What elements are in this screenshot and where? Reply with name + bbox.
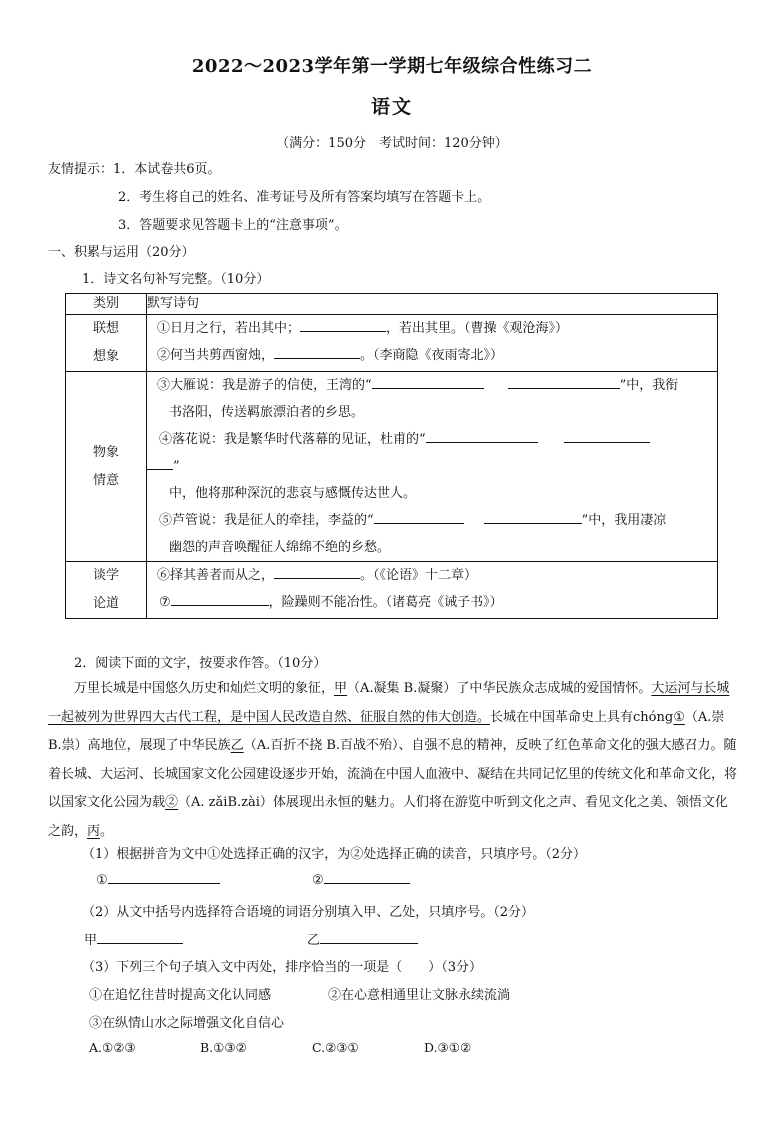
blank-bing: 丙 (87, 823, 101, 839)
table-row (66, 562, 718, 619)
answer-blank[interactable] (426, 430, 538, 443)
header-category: 类别 (66, 294, 147, 315)
answer-blank[interactable] (484, 511, 582, 524)
tip-item: 1．本试卷共6页。 (113, 162, 221, 177)
poem-line (147, 562, 717, 589)
table-row (66, 315, 718, 372)
line-text: ④落花说：我是繁华时代落幕的见证，杜甫的“ (159, 432, 426, 447)
answer-label: ① (96, 873, 108, 888)
passage-text: （A.百折不挠 B.百战不殆）、自强不息的精神，反映了红色革命文化的强大感召力。随着长城、大运河、长城国家文化公园建设逐步开始，流淌在中国人血液中、凝结在共同记忆里的传统文化和革命文化，将以国家文化公园为载 (48, 738, 738, 810)
line-text: 幽怨的声音唤醒征人绵绵不绝的乡愁。 (169, 540, 391, 555)
question-1-prompt: 1．诗文名句补写完整。（10分） (82, 272, 270, 287)
line-text: ⑦ (159, 595, 171, 610)
line-text: ，若出其里。（曹操《观沧海》） (386, 321, 569, 336)
poem-line (147, 372, 717, 399)
answer-blank[interactable] (374, 511, 464, 524)
answer-blank[interactable] (372, 376, 484, 389)
category-line: 想象 (92, 349, 119, 364)
exam-meta: （满分：150分 考试时间：120分钟） (276, 136, 508, 151)
line-text: 。（《论语》十二章） (360, 568, 478, 583)
poem-table (65, 293, 718, 619)
passage-text: 万里长城是中国悠久历史和灿烂文明的象征， (74, 681, 335, 696)
poem-line (147, 507, 717, 534)
blank-2: ② (165, 795, 179, 810)
line-text: ②何当共剪西窗烛， (157, 348, 275, 363)
exam-title: 2022～2023学年第一学期七年级综合性练习二 (191, 56, 593, 77)
answer-blank[interactable] (108, 871, 220, 884)
poem-line (147, 426, 717, 453)
line-text: ” (173, 459, 180, 474)
poem-line (147, 342, 717, 369)
option-sentence: ①在追忆往昔时提高文化认同感 (89, 988, 272, 1003)
header-content: 默写诗句 (147, 294, 718, 315)
row-content (147, 372, 718, 562)
line-text: ①日月之行，若出其中； (157, 321, 301, 336)
line-text: ⑤芦管说：我是征人的牵挂，李益的“ (159, 513, 374, 528)
answer-blank[interactable] (274, 346, 360, 359)
passage-text: 长城在中国革命史上具有chóng (490, 709, 674, 725)
poem-line (147, 315, 717, 342)
answer-row (96, 871, 220, 888)
row-category (66, 315, 147, 372)
reading-passage (48, 675, 738, 846)
line-text: ⑥择其善者而从之， (157, 568, 275, 583)
answer-blank[interactable] (324, 871, 410, 884)
tip-item: 2．考生将自己的姓名、准考证号及所有答案均填写在答题卡上。 (118, 190, 491, 205)
subject-title: 语文 (370, 96, 413, 118)
tip-item: 3．答题要求见答题卡上的“注意事项”。 (118, 218, 348, 233)
poem-line (147, 589, 717, 616)
poem-line (147, 534, 717, 561)
answer-blank[interactable] (97, 931, 183, 944)
line-text: 。（李商隐《夜雨寄北》） (360, 348, 504, 363)
line-text: 中，他将那种深沉的悲哀与感慨传达世人。 (169, 486, 417, 501)
answer-blank[interactable] (508, 376, 620, 389)
line-text: ③大雁说：我是游子的信使，王湾的“ (157, 378, 372, 393)
category-line: 谈学 (92, 568, 119, 583)
blank-1: ① (673, 709, 685, 725)
sub-question-2: （2）从文中括号内选择符合语境的词语分别填入甲、乙处，只填序号。（2分） (82, 905, 535, 920)
answer-row (312, 871, 410, 888)
choice-a[interactable]: A.①②③ (89, 1040, 136, 1055)
answer-row (307, 929, 418, 948)
answer-label: 甲 (84, 933, 98, 948)
category-line: 论道 (92, 596, 119, 611)
line-text: ”中，我用凄凉 (581, 513, 667, 528)
choice-b[interactable]: B.①③② (200, 1040, 247, 1055)
answer-blank[interactable] (564, 430, 650, 443)
poem-line (147, 480, 717, 507)
answer-label: 乙 (307, 933, 321, 948)
passage-text: （A.凝集 B.凝聚）了中华民族众志成城的爱国情怀。 (347, 681, 652, 696)
row-content (147, 562, 718, 619)
sub-question-1: （1）根据拼音为文中①处选择正确的汉字，为②处选择正确的读音，只填序号。（2分） (82, 847, 587, 862)
poem-line (147, 399, 717, 426)
passage-text: （A.崇 B.祟）高地位，展现了中华民族 (48, 709, 725, 753)
category-line: 物象 (92, 444, 119, 460)
category-line: 情意 (92, 472, 119, 488)
line-text: 书洛阳，传送羁旅漂泊者的乡思。 (169, 405, 365, 420)
question-2-prompt: 2．阅读下面的文字，按要求作答。（10分） (74, 656, 327, 671)
choice-c[interactable]: C.②③① (312, 1040, 359, 1055)
row-category (66, 562, 147, 619)
table-row (66, 372, 718, 562)
section-heading: 一、积累与运用（20分） (48, 245, 195, 260)
category-line: 联想 (92, 321, 119, 336)
poem-line (147, 453, 717, 480)
option-sentence: ③在纵情山水之际增强文化自信心 (89, 1016, 285, 1031)
sub-question-3: （3）下列三个句子填入文中丙处，排序恰当的一项是（ ）（3分） (82, 960, 483, 975)
blank-yi: 乙 (230, 738, 244, 753)
answer-blank[interactable] (171, 593, 269, 606)
table-header-row (66, 294, 718, 315)
answer-blank[interactable] (320, 931, 418, 944)
answer-blank[interactable] (274, 566, 360, 579)
tips-label: 友情提示： (48, 162, 114, 177)
tips-line-1 (48, 158, 221, 177)
option-sentence: ②在心意相通里让文脉永续流淌 (328, 988, 511, 1003)
line-text: ，险躁则不能冶性。（诸葛亮《诫子书》） (268, 595, 503, 610)
line-text: ”中，我衔 (619, 378, 679, 393)
underlined-sentence: 大运河与长城一起被列为世界四大古代工程，是中国人民改造自然、征服自然的伟大创造。 (48, 681, 730, 725)
passage-text: 。 (100, 823, 114, 839)
row-content (147, 315, 718, 372)
answer-label: ② (312, 873, 324, 888)
answer-blank[interactable] (300, 319, 386, 332)
row-category (66, 372, 147, 562)
blank-jia: 甲 (334, 681, 348, 696)
answer-blank[interactable] (147, 457, 173, 470)
choice-d[interactable]: D.③①② (424, 1040, 472, 1055)
passage-text: （A. zǎiB.zài）体展现出永恒的魅力。人们将在游览中听到文化之声、看见文化之美、领悟文化之韵， (48, 795, 728, 839)
answer-row (84, 929, 183, 948)
